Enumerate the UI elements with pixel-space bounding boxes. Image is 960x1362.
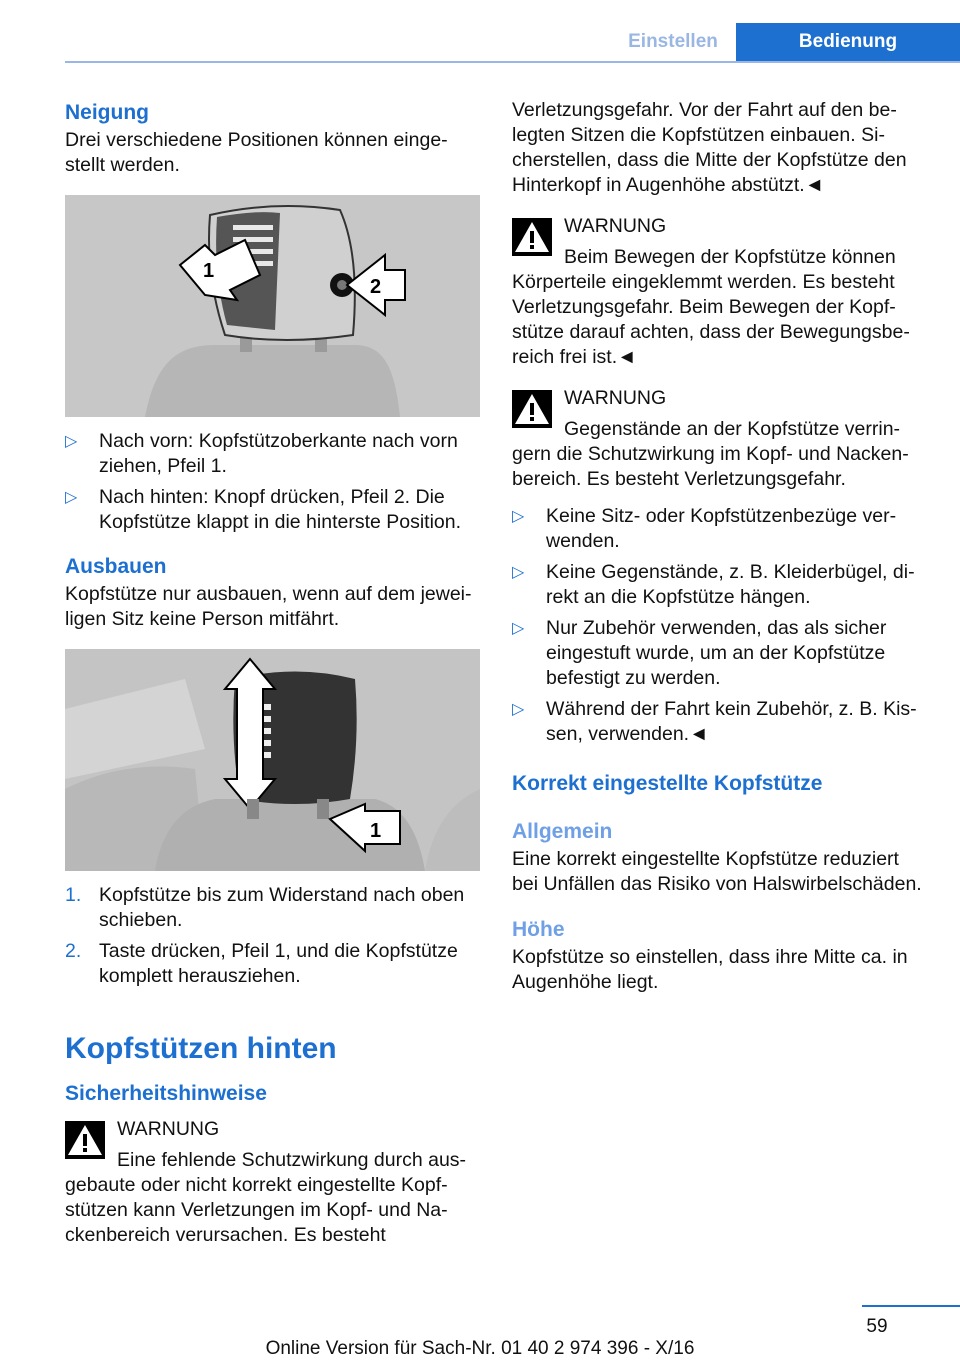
ausbauen-text: Kopfstütze nur ausbauen, wenn auf dem jeweiligen Sitz keine Person mitfährt.	[65, 583, 472, 630]
triangle-bullet-icon: ▷	[512, 620, 525, 637]
online-version-text: Online Version für Sach-Nr. 01 40 2 974 396 - X/16	[265, 1338, 695, 1359]
footer-rule	[862, 1305, 960, 1307]
triangle-bullet-icon: ▷	[512, 701, 525, 718]
right-column	[512, 98, 927, 995]
ausbauen-steps	[65, 883, 480, 989]
list-item	[65, 429, 480, 479]
list-item-text: Nach hinten: Knopf drücken, Pfeil 2. Die Kopfstütze klappt in die hinterste Position.	[99, 486, 462, 533]
triangle-bullet-icon: ▷	[65, 489, 78, 506]
headrest-removal-figure	[65, 649, 480, 871]
allgemein-text: Eine korrekt eingestellte Kopfstütze reduziert bei Unfällen das Risiko von Halswirbelschäden.	[512, 848, 922, 895]
korrekt-heading: Korrekt eingestellte Kopfstütze	[512, 772, 823, 795]
step-number: 2.	[65, 940, 82, 962]
warning-block	[512, 386, 927, 492]
warning-icon	[512, 390, 552, 428]
continued-warning-text: Verletzungsgefahr. Vor der Fahrt auf den belegten Sitzen die Kopfstützen einbauen. Sicherstellen, dass die Mitte der Kopfstütze den Hinterkopf in Augenhöhe abstützt.◄	[512, 99, 907, 196]
warning-text: Gegenstände an der Kopfstütze verringern die Schutzwirkung im Kopf- und Nackenbereich. Es besteht Verletzungsgefahr.	[512, 418, 909, 490]
figure2-label-1: 1	[370, 820, 382, 842]
list-item-text: Nach vorn: Kopfstützoberkante nach vorn ziehen, Pfeil 1.	[99, 430, 458, 477]
warning-title: WARNUNG	[564, 387, 667, 409]
list-item	[512, 560, 927, 610]
left-column	[65, 98, 480, 1248]
list-item	[65, 883, 480, 933]
headrest-removal-illustration	[65, 649, 480, 871]
warning-text: Beim Bewegen der Kopfstütze können Körperteile eingeklemmt werden. Es besteht Verletzungsgefahr. Beim Bewegen der Kopfstütze darauf achten, dass der Bewegungsbereich frei ist.◄	[512, 246, 910, 368]
list-item-text: Keine Sitz- oder Kopfstützenbezüge verwenden.	[546, 505, 897, 552]
tab-einstellen[interactable]: Einstellen	[628, 31, 718, 52]
list-item	[65, 485, 480, 535]
warning-block	[65, 1117, 480, 1248]
step-number: 1.	[65, 884, 82, 906]
list-item-text: Während der Fahrt kein Zubehör, z. B. Kissen, verwenden.◄	[546, 698, 917, 745]
list-item-text: Taste drücken, Pfeil 1, und die Kopfstütze komplett herausziehen.	[99, 940, 458, 987]
list-item	[512, 504, 927, 554]
list-item-text: Kopfstütze bis zum Widerstand nach oben schieben.	[99, 884, 465, 931]
triangle-bullet-icon: ▷	[512, 508, 525, 525]
headrest-tilt-illustration	[65, 195, 480, 417]
kopfstuetzen-hinten-heading: Kopfstützen hinten	[65, 1032, 337, 1065]
allgemein-heading: Allgemein	[512, 820, 613, 843]
triangle-bullet-icon: ▷	[65, 433, 78, 450]
warning-block	[512, 214, 927, 370]
warning-title: WARNUNG	[564, 215, 667, 237]
figure1-label-2: 2	[370, 276, 382, 298]
warning-icon	[512, 218, 552, 256]
hoehe-heading: Höhe	[512, 918, 565, 941]
ausbauen-heading: Ausbauen	[65, 555, 167, 578]
header-rule	[65, 61, 960, 63]
list-item-text: Nur Zubehör verwenden, das als sicher eingestuft wurde, um an der Kopfstütze befestigt zu werden.	[546, 617, 887, 689]
neigung-list	[65, 429, 480, 535]
figure1-label-1: 1	[203, 260, 215, 282]
list-item	[65, 939, 480, 989]
tab-bedienung[interactable]: Bedienung	[736, 23, 960, 61]
list-item	[512, 697, 927, 747]
hoehe-text: Kopfstütze so einstellen, dass ihre Mitte ca. in Augenhöhe liegt.	[512, 946, 908, 993]
triangle-bullet-icon: ▷	[512, 564, 525, 581]
neigung-heading: Neigung	[65, 101, 149, 124]
sicherheitshinweise-heading: Sicherheitshinweise	[65, 1082, 267, 1105]
warning-text: Eine fehlende Schutzwirkung durch ausgebaute oder nicht korrekt eingestellte Kopfstützen kann Verletzungen im Kopf- und Nackenbereich verursachen. Es besteht	[65, 1149, 467, 1246]
list-item	[512, 616, 927, 691]
headrest-tilt-figure	[65, 195, 480, 417]
page-number: 59	[866, 1316, 888, 1337]
neigung-text: Drei verschiedene Positionen können eingestellt werden.	[65, 129, 448, 176]
warning-title: WARNUNG	[117, 1118, 220, 1140]
warning-icon	[65, 1121, 105, 1159]
list-item-text: Keine Gegenstände, z. B. Kleiderbügel, direkt an die Kopfstütze hängen.	[546, 561, 915, 608]
warning-list	[512, 504, 927, 747]
